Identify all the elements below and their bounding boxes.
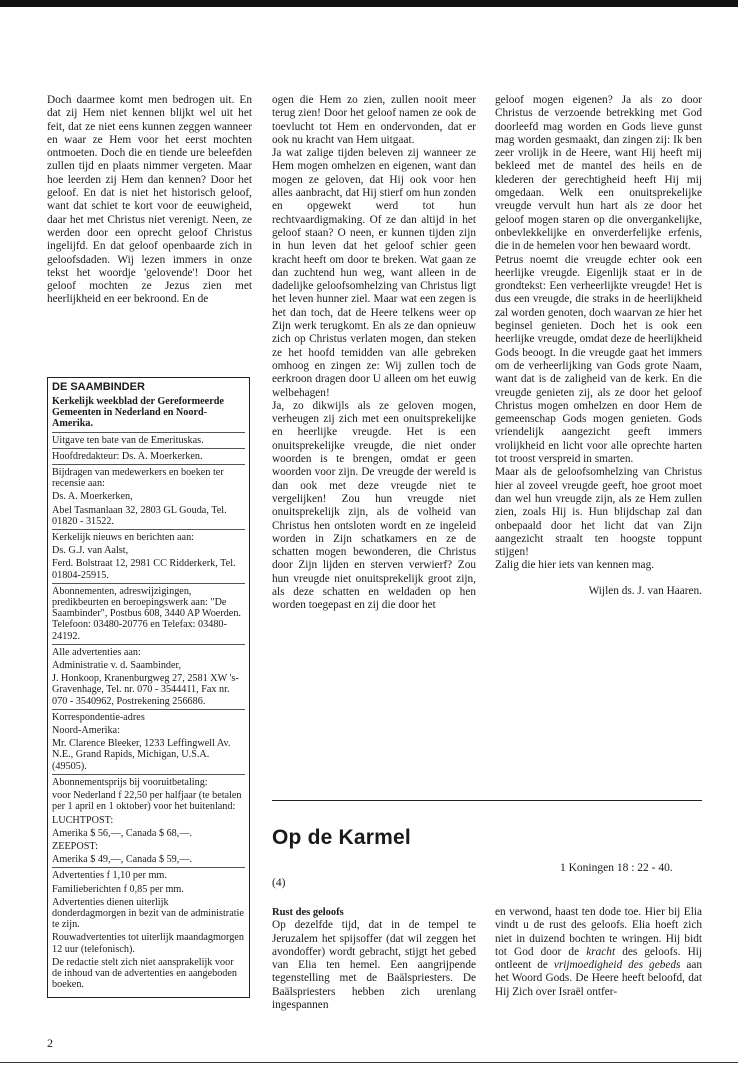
colophon-line: Administratie v. d. Saambinder,	[52, 660, 182, 672]
colophon-line: Abel Tasmanlaan 32, 2803 GL Gouda, Tel. 01820 - 31522.	[52, 504, 227, 527]
paragraph: Zalig die hier iets van kennen mag.	[495, 559, 655, 572]
colophon-line: Familieberichten f 0,85 per mm.	[52, 883, 184, 895]
colophon-line: Amerika $ 49,—, Canada $ 59,—.	[52, 854, 193, 866]
bottom-border	[0, 1062, 738, 1063]
colophon-line: Ferd. Bolstraat 12, 2981 CC Ridderkerk, Tel. 01804-25915.	[52, 558, 236, 581]
colophon-line: J. Honkoop, Kranenburgweg 27, 2581 XW 's-Gravenhage, Tel. nr. 070 - 3544411, Fax nr. 070 - 3540962, Postrekening 256686.	[52, 673, 239, 707]
colophon-line: Kerkelijk nieuws en berichten aan:	[52, 529, 245, 543]
paragraph: Petrus noemt die vreugde echter ook een heerlijke vreugde. Eigenlijk staat er in de grondtekst: Een verheerlijkte vreugde! Het is dus een vreugde, die straks in de heerlijkheid zal worden genoten, doch waarvan ze hier het beginsel genieten. Doch het is ook een heerlijke vreugde, omdat deze de heerlijkheid Gods beoogt. In die vreugde gaat het immers om de verheerlijking van Gods grote Naam, want dat is de zaligheid van de kerk. En die vreugde genieten zij, als ze door het geloof Christus mogen omhelzen en door Hem de gemeenschap Gods mogen genieten. Gods vriendelijk aangezicht geeft immers vrolijkheid en licht voor alle oprechte harten tot troost verspreid in smarten.	[495, 253, 703, 466]
colophon-line: Ds. G.J. van Aalst,	[52, 545, 129, 557]
colophon-line: Rouwadvertenties tot uiterlijk maandagmorgen 12 uur (telefonisch).	[52, 932, 244, 955]
subheading: Rust des geloofs	[272, 907, 344, 918]
colophon-line: LUCHTPOST:	[52, 814, 114, 826]
column-2	[272, 94, 476, 613]
paragraph: Ja wat zalige tijden beleven zij wanneer ze Hem mogen omhelzen en eigenen, want dan mogen ze geloven, dat Hij ook voor hen alles aanbracht, dat Hij stierf om hun zonden en opgewekt werd tot hun rechtvaardigmaking. Of ze dan altijd in het geloof staan? O neen, er kunnen tijden zijn in hun leven dat het geloof schier geen kracht heeft om door te breken. Wat gaan ze dan zuchtend hun weg, want alleen in de dadelijke geloofsomhelzing van Christus ligt het leven hunner ziel. Maar wat een zegen is het dan toch, dat de Heere telkens weer op Zijn werk terugkomt. En als ze dan opnieuw zich op Christus verlaten mogen, dan steken ze het hoofd temidden van alle gebreken omhoog en zingen ze: Wij zullen toch de eerkroon dragen door U alleen om het euwig welbehagen!	[272, 147, 476, 399]
colophon-line: ZEEPOST:	[52, 840, 98, 852]
article-title: Op de Karmel	[272, 826, 411, 849]
top-border	[0, 0, 738, 7]
publication-name: DE SAAMBINDER	[52, 381, 145, 393]
text-run: des geloofs. Hij ontleent de	[495, 945, 703, 972]
paragraph: Doch daarmee komt men bedrogen uit. En dat zij Hem niet kennen blijkt wel uit het feit, dat ze niet eens kunnen zeggen wanneer en waar ze Hem voor het eerst mochten ontmoeten. Doch die en tiende ure beleefden zullen tijd en plaats nimmer vergeten. Maar hoe leerden zij Hem dan kennen? Door het geloof. En dat is niet het historisch geloof, want dat schiet te kort voor de eeuwigheid, daar het met Christus niet verenigt. Neen, ze werden door een oprecht geloof Christus ingelijfd. En dat geloof openbaarde zich in geloofsdaden. Wij lezen immers in onze tekst het woordje 'gelovende'! Door het geloof mochten ze Jezus zien met heerlijkheid en eer bekroond. En de	[47, 94, 252, 306]
article-column-left	[272, 906, 476, 1012]
colophon-line: Noord-Amerika:	[52, 725, 120, 737]
author-signature: Wijlen ds. J. van Haaren.	[588, 584, 702, 597]
paragraph: Ja, zo dikwijls als ze geloven mogen, verheugen zij zich met een onuitsprekelijke en heerlijke vreugde. Het is een onuitsprekelijke vreugde, die niet onder woorden is te brengen, omdat er geen woorden voor zijn. De vreugde der wereld is dan ook met deze vreugde niet te vergelijken! Zou hun vreugde niet onuitsprekelijk zijn, als de volheid van Christus hen ontsloten wordt en ze ingeleid worden in Zijn schatkamers en ze de schatten mogen bewonderen, die Christus door Zijn lijden en sterven verwierf? Zou hun vreugde niet onuitsprekelijk groot zijn, als deze schatten en weldaden op hen worden toegepast en zij die door het	[272, 399, 476, 612]
colophon-line: Alle advertenties aan:	[52, 644, 245, 658]
colophon-box	[47, 377, 250, 998]
column-3	[495, 94, 702, 598]
colophon-line: Mr. Clarence Bleeker, 1233 Leffingwell Av. N.E., Grand Rapids, Michigan, U.S.A. (49505).	[52, 738, 231, 772]
text-run: en verwond, haast ten dode toe. Hier bij Elia vindt u de rust des geloofs. Elia hoeft zich niet in duizend bochten te wringen. Hij bidt tot God door de	[495, 906, 702, 958]
publication-subtitle: Kerkelijk weekblad der Gereformeerde Gemeenten in Nederland en Noord-Amerika.	[52, 396, 224, 430]
text-run: aan het Woord Gods. De Heere heeft beloofd, dat Hij Zich over Israël ontfer-	[495, 959, 702, 998]
colophon-line: Abonnementen, adreswijzigingen, predikbeurten en beroepingswerk aan: "De Saambinder", Postbus 608, 3440 AP Woerden. Telefoon: 03480-20776 en Telefax: 03480-24192.	[52, 583, 245, 642]
emphasis: kracht	[586, 945, 616, 958]
section-divider	[272, 800, 702, 801]
colophon-line: Advertenties f 1,10 per mm.	[52, 867, 245, 881]
bible-reference: 1 Koningen 18 : 22 - 40.	[560, 862, 673, 874]
colophon-line: Korrespondentie-adres	[52, 709, 245, 723]
colophon-line: Bijdragen van medewerkers en boeken ter recensie aan:	[52, 464, 245, 489]
colophon-line: Abonnementsprijs bij vooruitbetaling:	[52, 774, 245, 788]
colophon-line: De redactie stelt zich niet aansprakelijk voor de inhoud van de advertenties en aangeboden boeken.	[52, 956, 238, 991]
colophon-line: Amerika $ 56,—, Canada $ 68,—.	[52, 827, 193, 839]
colophon-line: Ds. A. Moerkerken,	[52, 491, 133, 503]
emphasis: vrijmoedigheid des gebeds	[553, 959, 681, 972]
paragraph: ogen die Hem zo zien, zullen nooit meer terug zien! Door het geloof namen ze ook de toevlucht tot Hem en ondervonden, dat er ook nu kracht van Hem uitgaat.	[272, 94, 476, 146]
paragraph: Op dezelfde tijd, dat in de tempel te Jeruzalem het spijsoffer (dat wil zeggen het avondoffer) wordt gebracht, stijgt het gebed van Elia ten hemel. Een aangrijpende tegenstelling met de Baälspriesters. De Baälspriesters hebben zich urenlang ingespannen	[272, 919, 476, 1012]
page-number: 2	[47, 1036, 53, 1050]
article-part-number: (4)	[272, 877, 286, 889]
column-1	[47, 94, 252, 307]
paragraph: geloof mogen eigenen? Ja als zo door Christus de verzoende betrekking met God doorleefd mag worden en Gods lieve gunst mag worden gesmaakt, dan zingen zij: Ik ben zeer vrolijk in de Heere, want Hij heeft mij bekleed met de mantel des heils en de klederen der gerechtigheid heeft Hij mij omgedaan. Welk een onuitsprekelijke vreugde vervult hun hart als ze door het geloof mogen staren op die onvergankelijke, onbevlekkelijke en onverderfelijke erfenis, die in de hemelen voor hen bewaard wordt.	[495, 94, 702, 253]
article-column-right	[495, 906, 702, 999]
colophon-line: Advertenties dienen uiterlijk donderdagmorgen in bezit van de administratie te zijn.	[52, 896, 244, 931]
colophon-line: Uitgave ten bate van de Emerituskas.	[52, 432, 245, 446]
colophon-line: voor Nederland f 22,50 per halfjaar (te betalen per 1 april en 1 oktober) voor het buitenland:	[52, 790, 242, 813]
paragraph: Maar als de geloofsomhelzing van Christus hier al zoveel vreugde geeft, hoe groot moet dan wel hun vreugde zijn, als ze Hem zullen zien, zoals Hij is. Hun blijdschap zal dan onbepaald door het licht dat van Zijn aangezicht straalt ten hoogste toppunt stijgen!	[495, 466, 702, 559]
colophon-line: Hoofdredakteur: Ds. A. Moerkerken.	[52, 448, 245, 462]
paragraph	[495, 906, 702, 999]
